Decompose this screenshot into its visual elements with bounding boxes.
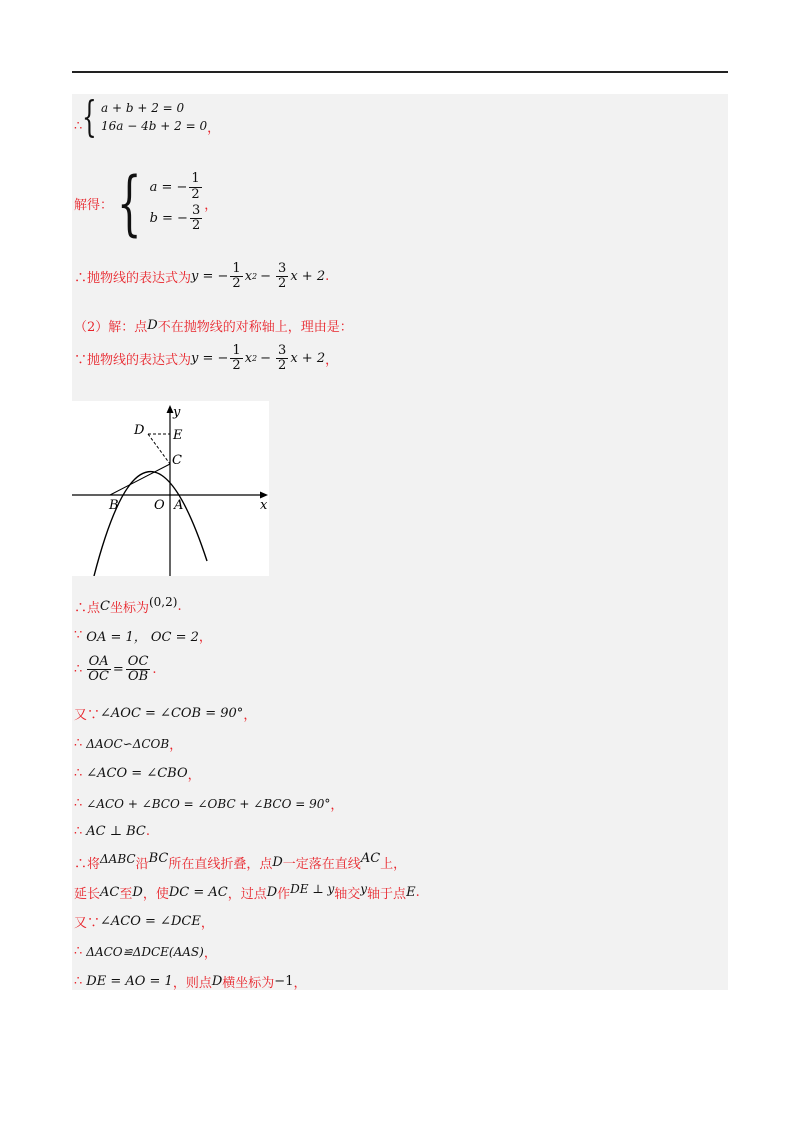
text: ，使 xyxy=(142,887,169,902)
brace-icon: { xyxy=(82,92,98,141)
label-c: C xyxy=(172,453,182,468)
angle-equation: ∠AOC = ∠COB = 90° xyxy=(100,706,244,721)
label-x: x xyxy=(260,498,268,513)
segment-bc-label: BC xyxy=(148,851,169,866)
lengths-line xyxy=(74,626,212,645)
text: ，则点 xyxy=(172,976,212,991)
denominator: 2 xyxy=(278,358,287,374)
minus-sign: − xyxy=(260,351,272,367)
expression-rest: x + 2 xyxy=(290,269,326,285)
text: 上， xyxy=(380,857,407,872)
therefore-symbol: ∴ xyxy=(74,662,83,678)
text: 轴交 xyxy=(334,887,361,902)
square-exponent: 2 xyxy=(252,354,258,364)
x-value: −1 xyxy=(274,974,294,989)
text: ∴将 xyxy=(74,857,101,872)
point-d: D xyxy=(132,885,143,900)
therefore-symbol: ∴ xyxy=(74,118,83,134)
punctuation: ， xyxy=(198,630,212,645)
equation-system-line xyxy=(74,92,221,141)
therefore-symbol: ∴ xyxy=(74,944,83,959)
similar-triangles-line xyxy=(74,734,182,753)
text: 所在直线折叠，点 xyxy=(168,857,273,872)
therefore-symbol: ∴ xyxy=(74,824,83,839)
point-d: D xyxy=(211,974,223,989)
point-d: D xyxy=(272,855,283,870)
prefix: 又∵ xyxy=(74,916,101,931)
perpendicular-line xyxy=(74,824,150,839)
a-fraction xyxy=(189,172,201,202)
punctuation: . xyxy=(325,269,330,285)
punctuation: ， xyxy=(200,916,214,931)
therefore-symbol: ∴ xyxy=(74,736,83,751)
triangle-abc: ΔABC xyxy=(100,851,136,866)
point-c-coordinate-line xyxy=(74,594,182,616)
header-rule xyxy=(72,71,728,73)
label-b: B xyxy=(109,498,119,513)
therefore-symbol: ∴ xyxy=(74,796,83,811)
text: 不在抛物线的对称轴上，理由是： xyxy=(157,320,353,335)
text: 坐标为 xyxy=(109,601,149,616)
because-symbol: ∵ xyxy=(74,628,83,643)
punctuation: ， xyxy=(169,738,183,753)
angle-equation: ∠ACO = ∠DCE xyxy=(100,914,201,929)
expression-rest: x + 2 xyxy=(290,351,326,367)
denominator: 2 xyxy=(232,276,241,292)
text: 横坐标为 xyxy=(222,976,275,991)
punctuation: ， xyxy=(325,353,339,369)
fraction-half xyxy=(230,344,242,374)
b-lhs: b = − xyxy=(149,211,188,227)
denominator: 2 xyxy=(232,358,241,374)
parabola-graph xyxy=(72,401,269,576)
text: 作 xyxy=(277,887,291,902)
punctuation: . xyxy=(145,824,150,839)
line-ac-label: AC xyxy=(360,851,381,866)
dc-equals-ac: DC = AC xyxy=(168,885,228,900)
punctuation: . xyxy=(177,599,182,614)
ratio-oa-oc xyxy=(86,655,111,685)
b-numerator: 3 xyxy=(191,203,201,218)
label-d: D xyxy=(134,423,145,438)
therefore-symbol: ∴ xyxy=(74,974,83,989)
punctuation: . xyxy=(415,885,420,900)
segment-dc xyxy=(148,434,170,464)
punctuation: ， xyxy=(330,798,344,813)
graph-svg xyxy=(72,401,269,576)
b-denominator: 2 xyxy=(191,218,201,234)
label-e: E xyxy=(173,428,183,443)
square-exponent: 2 xyxy=(252,272,258,282)
equation-2: 16a − 4b + 2 = 0 xyxy=(101,119,208,133)
solution-system xyxy=(113,162,204,244)
parabola-curve xyxy=(94,472,207,576)
numerator: 3 xyxy=(278,261,287,276)
angles-equal-line xyxy=(74,704,256,723)
y-lhs: y = − xyxy=(191,269,229,285)
angle-aco-cbo-line xyxy=(74,764,201,783)
a-denominator: 2 xyxy=(191,186,200,202)
equation-1: a + b + 2 = 0 xyxy=(101,101,185,115)
text: 延长 xyxy=(74,887,101,902)
label-a: A xyxy=(174,498,184,513)
prefix: 又∵ xyxy=(74,708,101,723)
part-2-heading xyxy=(74,316,353,335)
punctuation: ， xyxy=(204,197,218,213)
de-equals-ao: DE = AO = 1 xyxy=(86,974,173,989)
b-fraction xyxy=(190,204,202,234)
x-var: x xyxy=(244,351,253,367)
text: （2）解：点 xyxy=(74,320,148,335)
brace-icon: { xyxy=(117,162,142,244)
numerator: 1 xyxy=(232,261,241,276)
numerator: OC xyxy=(127,654,149,669)
text: 沿 xyxy=(135,857,149,872)
numerator: OA xyxy=(88,654,109,669)
de-perp-y: DE ⊥ y xyxy=(290,881,335,896)
fraction-three-halves xyxy=(276,262,288,292)
fraction-three-halves xyxy=(276,344,288,374)
numerator: 1 xyxy=(232,343,241,358)
congruence: ΔACO≌ΔDCE(AAS) xyxy=(86,944,204,959)
parabola-expression-line xyxy=(74,262,329,292)
denominator: OB xyxy=(127,669,149,685)
angle-aco-dce-line xyxy=(74,912,214,931)
point-d: D xyxy=(147,318,158,333)
x-var: x xyxy=(244,269,253,285)
expression-label: ∵抛物线的表达式为 xyxy=(74,353,192,369)
perpendicular: AC ⊥ BC xyxy=(86,824,146,839)
similarity: ΔAOC∽ΔCOB xyxy=(86,736,170,751)
punctuation: ， xyxy=(243,708,257,723)
minus-sign: − xyxy=(260,269,272,285)
angle-sum: ∠ACO + ∠BCO = ∠OBC + ∠BCO = 90° xyxy=(86,796,331,811)
text: 至 xyxy=(119,887,133,902)
y-axis-label: y xyxy=(360,881,368,896)
punctuation: . xyxy=(152,662,157,678)
punctuation: ， xyxy=(293,976,307,991)
coordinate: (0,2) xyxy=(148,594,178,609)
equation-system xyxy=(82,92,208,141)
angle-sum-line xyxy=(74,794,343,813)
solve-label: 解得： xyxy=(74,197,114,213)
ratio-oc-ob xyxy=(126,655,151,685)
numerator: 3 xyxy=(278,343,287,358)
solution-line xyxy=(74,162,218,244)
label-y: y xyxy=(173,405,181,420)
text: ∴点 xyxy=(74,601,101,616)
fraction-half xyxy=(230,262,242,292)
a-numerator: 1 xyxy=(191,171,200,187)
segment-bc xyxy=(110,464,170,495)
text: 轴于点 xyxy=(367,887,407,902)
a-lhs: a = − xyxy=(149,179,188,195)
segment-ac: AC xyxy=(100,885,120,900)
ratio-line xyxy=(74,655,157,685)
punctuation: ， xyxy=(207,120,221,136)
y-lhs: y = − xyxy=(191,351,229,367)
point-e: E xyxy=(406,885,416,900)
lengths: OA = 1， OC = 2 xyxy=(86,630,199,645)
point-d: D xyxy=(266,885,278,900)
denominator: 2 xyxy=(278,276,287,292)
text: 一定落在直线 xyxy=(282,857,361,872)
denominator: OC xyxy=(88,669,109,685)
therefore-symbol: ∴ xyxy=(74,766,83,781)
equals: = xyxy=(112,662,124,678)
congruent-line xyxy=(74,942,217,961)
fold-line xyxy=(74,853,406,872)
point-c: C xyxy=(100,599,110,614)
punctuation: ， xyxy=(187,768,201,783)
label-o: O xyxy=(154,498,165,513)
extend-line xyxy=(74,883,420,902)
expression-label: ∴抛物线的表达式为 xyxy=(74,271,192,287)
punctuation: ， xyxy=(203,946,217,961)
angle-equation: ∠ACO = ∠CBO xyxy=(86,766,188,781)
text: ，过点 xyxy=(227,887,267,902)
de-equals-ao-line xyxy=(74,972,306,991)
parabola-expression-line-2 xyxy=(74,344,338,374)
